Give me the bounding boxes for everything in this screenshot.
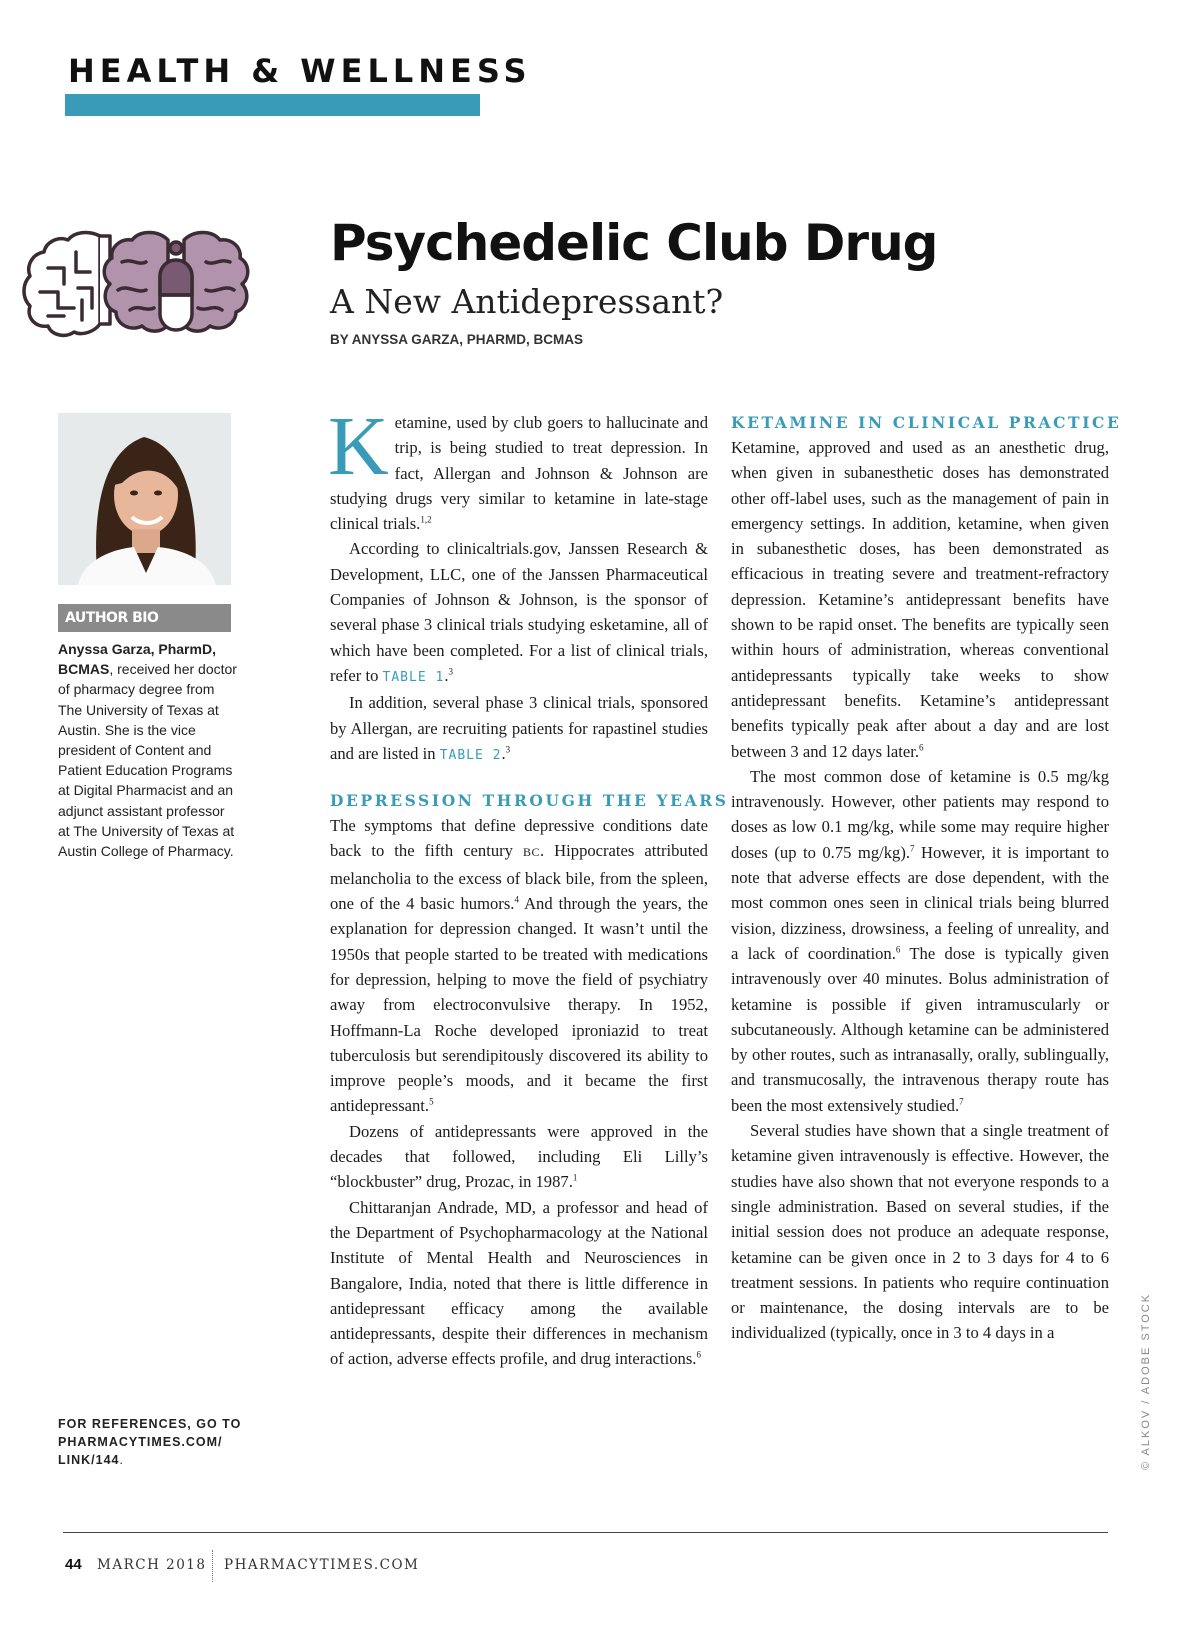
paragraph-text: According to clinicaltrials.gov, Janssen Research & Development, LLC, one of the Janssen Pharmaceutical Companies of Johnson & Johnson, is the sponsor of several phase 3 clinical trials studying esketamine, all of which have been completed. For a list of clinical trials, refer to — [330, 539, 708, 685]
paragraph-text: In addition, several phase 3 clinical trials, sponsored by Allergan, are recruiting patients for rapastinel studies and are listed in — [330, 693, 708, 763]
footnote-ref: 3 — [505, 744, 511, 755]
footnote-ref: 7 — [959, 1096, 964, 1107]
paragraph-text: Ketamine, approved and used as an anesthetic drug, when given in subanesthetic doses has demonstrated other off-label uses, such as the management of pain in emergency settings. In addition, ketamine, when given in subanesthetic doses, has been demonstrated as efficacious in treating severe and treatment-refractory depression. Ketamine’s antidepressant benefits have shown to be rapid onset. The benefits are typically seen within hours of administration, whereas conventional antidepressants typically take weeks to show antidepressant benefits. Ketamine’s antidepressant benefits typically peak after about a day and are lost between 3 and 12 days later. — [731, 438, 1109, 761]
section-label: HEALTH & WELLNESS — [68, 52, 532, 90]
footnote-ref: 4 — [514, 894, 519, 905]
paragraph-text: Several studies have shown that a single treatment of ketamine given intravenously is effective. However, the studies have also shown that not everyone responds to a single administration. Based on several studies, if the initial session does not produce an adequate response, ketamine can be given once in 2 to 3 days for 4 to 6 treatment sessions. In patients who require continuation or maintenance, the dosing intervals are to be individualized (typically, once in 3 to 4 days in a — [731, 1121, 1109, 1343]
author-bio-text — [58, 639, 238, 861]
page-number: 44 — [65, 1556, 82, 1573]
author-photo — [58, 413, 231, 585]
table-1-link[interactable]: TABLE 1 — [382, 669, 445, 685]
paragraph-text: Dozens of antidepressants were approved in the decades that followed, including Eli Lilly’s “blockbuster” drug, Prozac, in 1987. — [330, 1121, 708, 1192]
author-bio-body: , received her doctor of pharmacy degree from The University of Texas at Austin. She is the vice president of Content and Patient Education Programs at Digital Pharmacist and an adjunct assistant professor at The University of Texas at Austin College of Pharmacy. — [58, 661, 237, 860]
article-title: Psychedelic Club Drug — [330, 214, 938, 272]
footer-divider — [212, 1550, 213, 1582]
paragraph-text: Chittaranjan Andrade, MD, a professor and head of the Department of Psychopharmacology at the National Institute of Mental Health and Neurosciences in Bangalore, India, noted that there is little difference in antidepressant efficacy among the available antidepressants, despite their differences in mechanism of action, adverse effects profile, and drug interactions. — [330, 1197, 708, 1369]
brain-pill-illustration — [18, 228, 286, 343]
paragraph: According to clinicaltrials.gov, Janssen Research & Development, LLC, one of the Janssen Pharmaceutical Companies of Johnson & Johnson, is the sponsor of several phase 3 clinical trials studying esketamine, all of which have been completed. For a list of clinical trials, refer to TABLE 1.$^3$ — [330, 539, 708, 685]
author-bio-header — [58, 604, 231, 632]
footer-date: MARCH 2018 — [97, 1557, 207, 1573]
footnote-ref: 6 — [919, 742, 924, 753]
footer-site[interactable]: PHARMACYTIMES.COM — [224, 1557, 420, 1573]
drop-cap: K — [328, 400, 389, 493]
paragraph — [330, 1119, 708, 1195]
references-period: . — [119, 1453, 124, 1467]
maze-brain-icon — [24, 233, 110, 336]
section-heading-ketamine: KETAMINE IN CLINICAL PRACTICE — [731, 413, 1122, 432]
footnote-ref: 1,2 — [420, 514, 432, 525]
footnote-ref: 1 — [572, 1172, 578, 1183]
paragraph-text: The symptoms that define depressive conditions date back to the fifth century — [330, 816, 708, 861]
paragraph-text: etamine, used by club goers to hallucinate and trip, is being studied to treat depression. In fact, Allergan and Johnson & Johnson are studying drugs very similar to ketamine in late-stage clinical trials. — [330, 413, 708, 534]
footnote-ref: 3 — [448, 666, 453, 677]
article-column-2 — [731, 410, 1122, 1346]
paragraph: In addition, several phase 3 clinical trials, sponsored by Allergan, are recruiting patients for rapastinel studies and are listed in TABLE 2.$^3$ — [330, 693, 708, 763]
paragraph — [330, 1195, 708, 1372]
paragraph-text: However, it is important to note that adverse effects are dose dependent, with the most common ones seen in clinical trials being blurred vision, dizziness, drowsiness, a feeling of unreality, and a lack of coordination. — [731, 842, 1109, 963]
article-subtitle: A New Antidepressant? — [330, 282, 724, 321]
article-column-1 — [328, 400, 729, 1372]
article-byline: BY ANYSSA GARZA, PHARMD, BCMAS — [330, 332, 584, 347]
author-bio-header-label: AUTHOR BIO — [65, 610, 159, 626]
paragraph — [731, 1118, 1109, 1346]
paragraph-text: And through the years, the explanation for depression changed. It wasn’t until the 1950s that people started to be treated with medications for depression, helping to move the field of psychiatry away from electroconvulsive therapy. In 1952, Hoffmann-La Roche developed iproniazid to treat tuberculosis but serendipitously discovered its ability to improve people’s moods, and it became the first antidepressant. — [330, 894, 709, 1116]
footnote-ref: 5 — [429, 1096, 434, 1107]
footer-rule — [63, 1532, 1108, 1533]
paragraph — [731, 435, 1109, 764]
footnote-ref: 7 — [910, 843, 915, 854]
references-link[interactable]: FOR REFERENCES, GO TO PHARMACYTIMES.COM/ LINK/144 — [58, 1417, 242, 1467]
paragraph-text: The dose is typically given intravenously over 40 minutes. Bolus administration of ketamine is possible if given intramuscularly or subcutaneously. Although ketamine can be administered by other routes, such as intranasally, orally, sublingually, and transmucosally, the intravenous therapy route has been the most extensively studied. — [731, 943, 1109, 1115]
section-accent-bar — [65, 94, 480, 116]
footnote-ref: 6 — [895, 944, 901, 955]
purple-brain-icon — [104, 233, 248, 332]
image-credit: © ALKOV / ADOBE STOCK — [1140, 1292, 1152, 1470]
paragraph-intro — [328, 400, 708, 536]
table-2-link[interactable]: TABLE 2 — [439, 747, 502, 763]
references-note — [58, 1415, 258, 1469]
section-heading-depression: DEPRESSION THROUGH THE YEARS — [330, 791, 729, 811]
paragraph — [731, 764, 1109, 1118]
paragraph-text: The most common dose of ketamine is 0.5 mg/kg intravenously. However, other patients may respond to doses as low 0.1 mg/kg, while some may require higher doses (up to 0.75 mg/kg). — [731, 766, 1109, 862]
author-name: Anyssa Garza, PharmD, BCMAS — [58, 641, 216, 678]
paragraph — [330, 813, 708, 1119]
footnote-ref: 6 — [696, 1349, 701, 1360]
paragraph-text: . Hippocrates attributed melancholia to the excess of black bile, from the spleen, one of the 4 basic humors. — [330, 841, 708, 914]
era-abbrev: BC — [522, 845, 540, 860]
